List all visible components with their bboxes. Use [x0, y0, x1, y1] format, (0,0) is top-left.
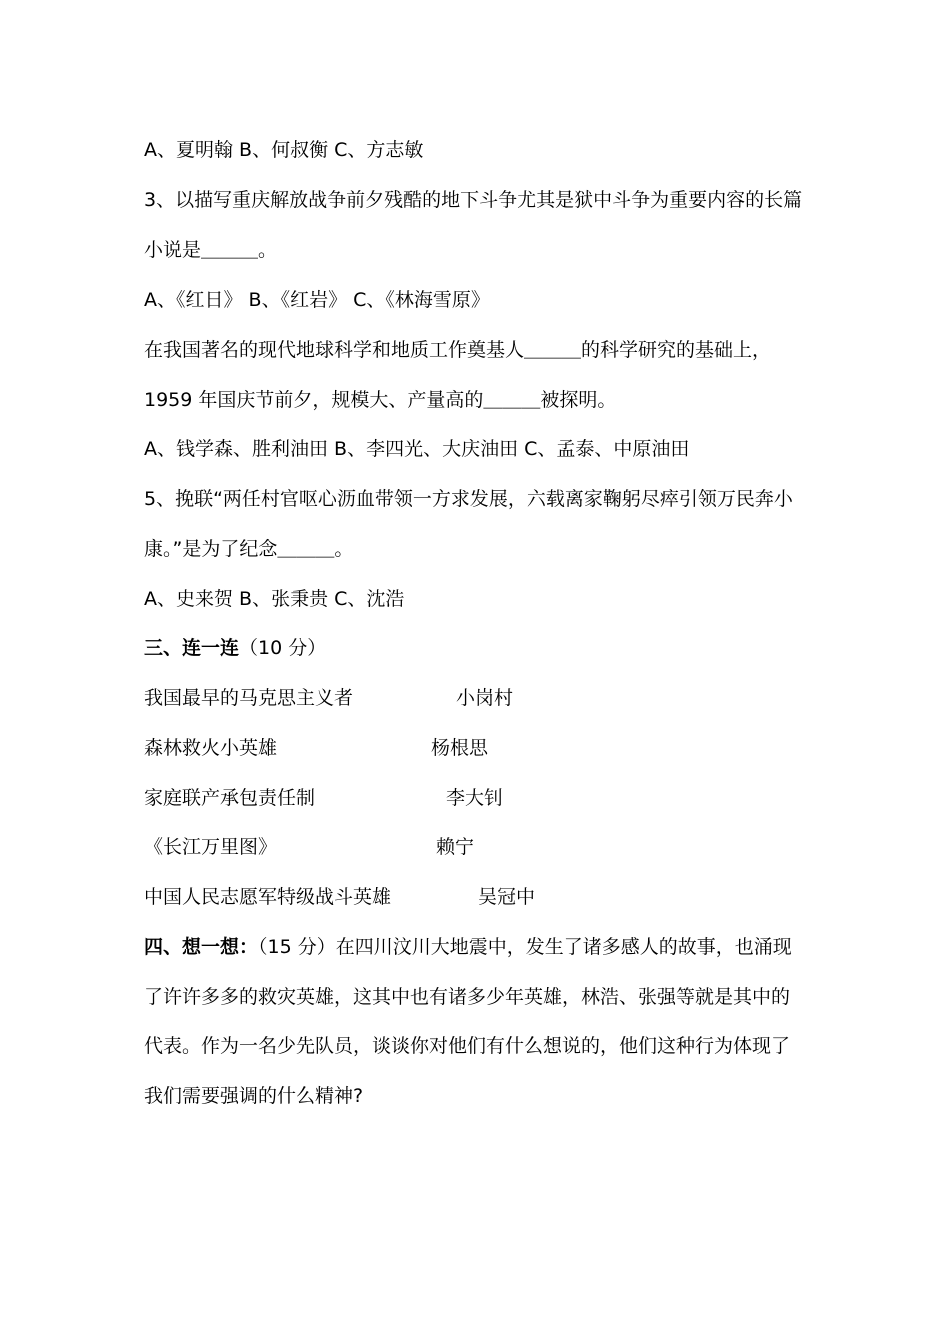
- section3-score: （10 分）: [239, 637, 327, 659]
- match-right-item: 杨根思: [431, 737, 489, 759]
- section4-line3: 代表。作为一名少先队员，谈谈你对他们有什么想说的，他们这种行为体现了: [144, 1035, 791, 1057]
- q3-text-line1: 3、以描写重庆解放战争前夕残酷的地下斗争尤其是狱中斗争为重要内容的长篇: [144, 189, 803, 211]
- match-right-item: 小岗村: [456, 687, 514, 709]
- match-left-item: 《长江万里图》: [144, 836, 278, 858]
- section4-title: 四、想一想：: [144, 936, 259, 958]
- q5-text-line2: 康。”是为了纪念＿＿＿。: [144, 538, 354, 560]
- match-left-item: 森林救火小英雄: [144, 737, 278, 759]
- q5-options: A、史来贺 B、张秉贵 C、沈浩: [144, 588, 405, 610]
- match-left-item: 中国人民志愿军特级战斗英雄: [144, 886, 392, 908]
- section4-line4: 我们需要强调的什么精神?: [144, 1085, 364, 1107]
- q5-text-line1: 5、挽联“两任村官呕心沥血带领一方求发展，六载离家鞠躬尽瘁引领万民奔小: [144, 488, 793, 510]
- match-right-item: 赖宁: [436, 836, 475, 858]
- match-right-item: 李大钊: [446, 787, 504, 809]
- q3-options: A、《红日》 B、《红岩》 C、《林海雪原》: [144, 289, 490, 311]
- q2-options: A、夏明翰 B、何叔衡 C、方志敏: [144, 139, 424, 161]
- match-left-item: 家庭联产承包责任制: [144, 787, 316, 809]
- section4-line2: 了许许多多的救灾英雄，这其中也有诸多少年英雄，林浩、张强等就是其中的: [144, 986, 791, 1008]
- section4-line1-text: （15 分）在四川汶川大地震中，发生了诸多感人的故事，也涌现: [258, 936, 792, 958]
- section3-title: 三、连一连: [144, 637, 240, 659]
- section3-heading: [144, 633, 326, 663]
- section4-line1: [144, 932, 792, 962]
- match-left-item: 我国最早的马克思主义者: [144, 687, 354, 709]
- q4-text-line1: 在我国著名的现代地球科学和地质工作奠基人＿＿＿的科学研究的基础上，: [144, 339, 772, 361]
- match-right-item: 吴冠中: [478, 886, 536, 908]
- q4-text-line2: 1959 年国庆节前夕，规模大、产量高的＿＿＿被探明。: [144, 389, 617, 411]
- q4-options: A、钱学森、胜利油田 B、李四光、大庆油田 C、孟泰、中原油田: [144, 438, 690, 460]
- q3-text-line2: 小说是＿＿＿。: [144, 239, 278, 261]
